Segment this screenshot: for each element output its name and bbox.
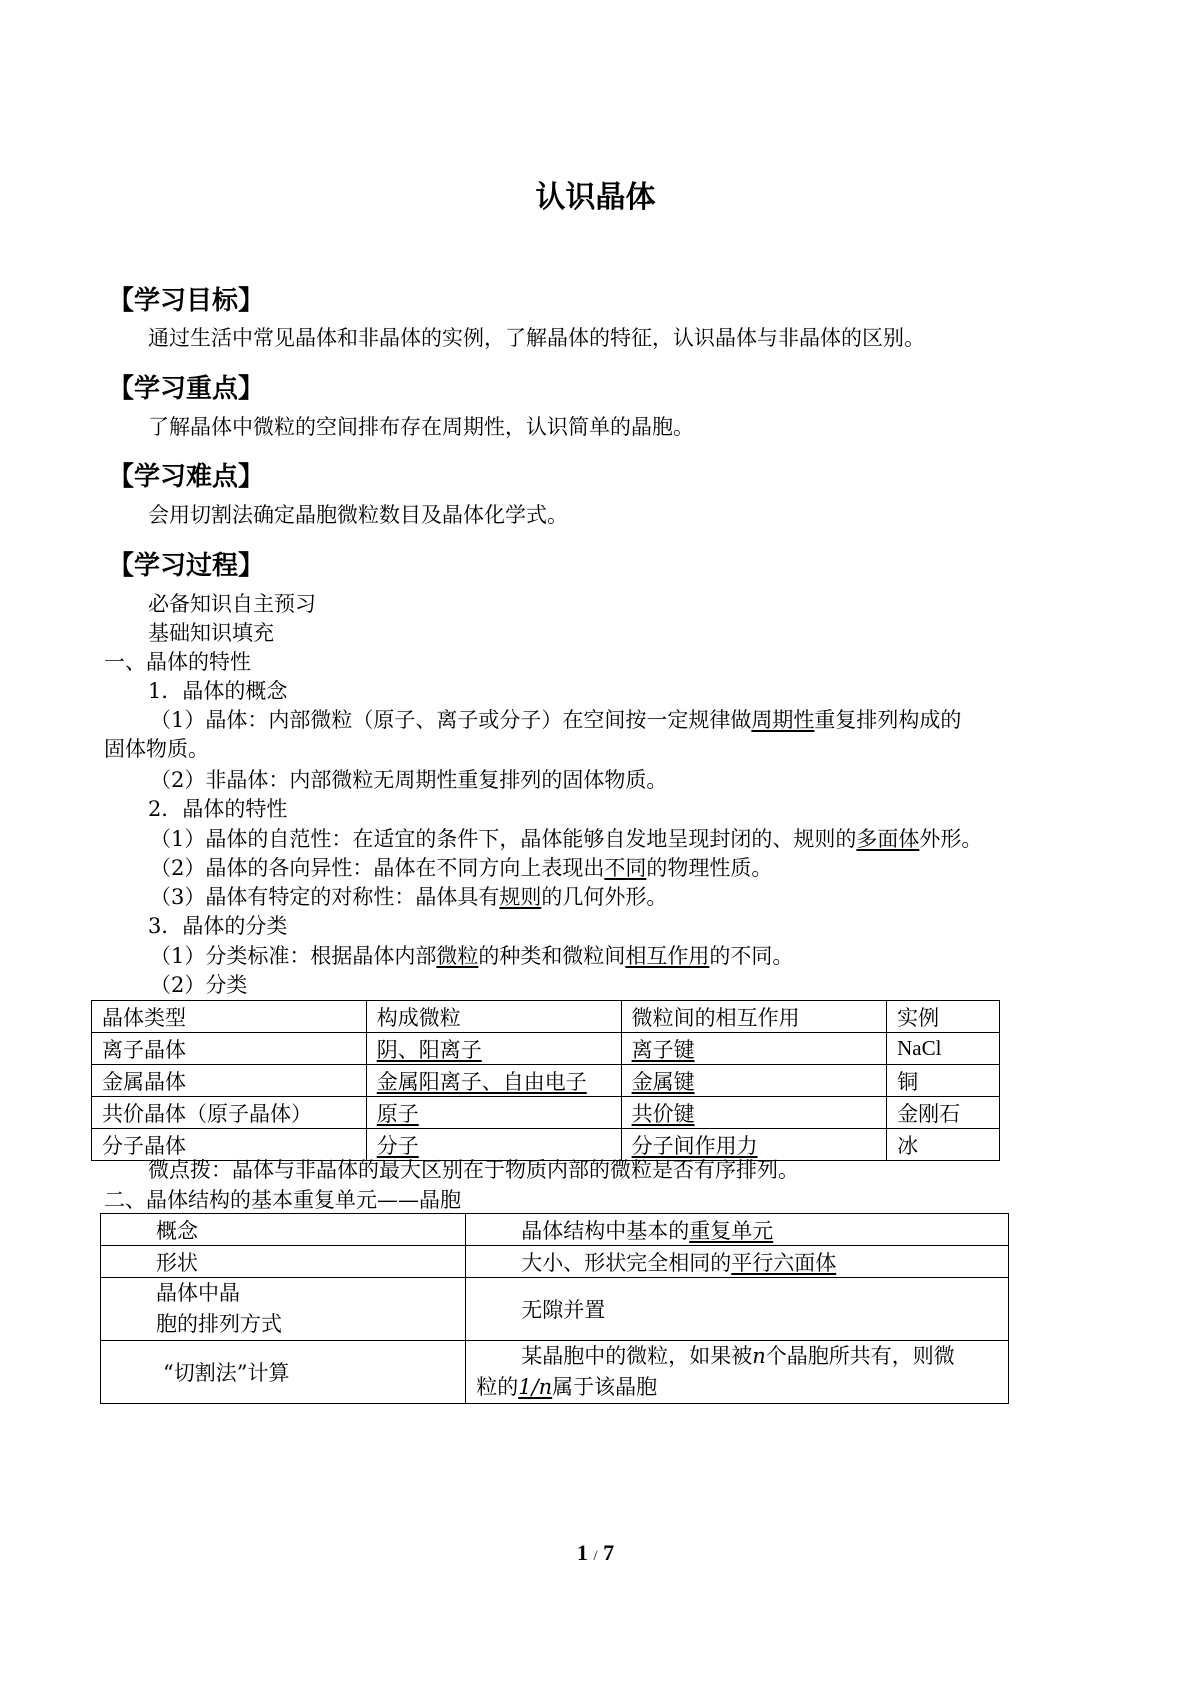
text: 胞的排列方式 <box>156 1312 282 1336</box>
paragraph <box>150 824 982 854</box>
fill-answer: 周期性 <box>751 708 815 732</box>
fill-answer: 金属键 <box>631 1069 695 1094</box>
section-title: 一、晶体的特性 <box>104 650 251 674</box>
table-cell: 冰 <box>887 1129 1000 1161</box>
table-header-cell: 晶体类型 <box>92 1001 367 1033</box>
heading-difficulty: 【学习难点】 <box>108 462 265 492</box>
table-header-cell: 构成微粒 <box>366 1001 621 1033</box>
paragraph: （2）非晶体：内部微粒无周期性重复排列的固体物质。 <box>150 768 668 792</box>
table-cell: 金属晶体 <box>92 1065 367 1097</box>
text <box>476 1372 998 1403</box>
fill-answer: 原子 <box>376 1101 419 1126</box>
paragraph: 1．晶体的概念 <box>148 679 288 703</box>
text: 晶体中晶 <box>156 1281 240 1305</box>
table-cell <box>621 1033 887 1065</box>
table-cell: 铜 <box>887 1065 1000 1097</box>
paragraph <box>150 941 793 971</box>
table-cell: 无隙并置 <box>466 1278 1009 1341</box>
paragraph <box>150 705 961 735</box>
fill-answer: 金属阳离子、自由电子 <box>376 1069 587 1094</box>
text: （1）晶体的自范性：在适宜的条件下，晶体能够自发地呈现封闭的、规则的 <box>150 827 857 851</box>
total-pages: 7 <box>603 1540 615 1565</box>
text: 属于该晶胞 <box>552 1375 658 1399</box>
text: （1）分类标准：根据晶体内部 <box>150 944 437 968</box>
table-cell <box>366 1097 621 1129</box>
table-row <box>92 1033 1000 1065</box>
paragraph: 基础知识填充 <box>148 621 274 645</box>
goal-text: 通过生活中常见晶体和非晶体的实例，了解晶体的特征，认识晶体与非晶体的区别。 <box>148 326 925 350</box>
text: 晶体结构中基本的 <box>521 1218 690 1243</box>
text: 粒的 <box>476 1375 519 1399</box>
section-title: 二、晶体结构的基本重复单元——晶胞 <box>104 1188 461 1212</box>
table-cell: NaCl <box>887 1033 1000 1065</box>
text: 的几何外形。 <box>541 885 668 909</box>
table-cell: 金刚石 <box>887 1097 1000 1129</box>
table-cell <box>366 1033 621 1065</box>
table-cell <box>621 1097 887 1129</box>
paragraph: （2）分类 <box>150 973 248 997</box>
crystal-classification-table <box>91 1000 1000 1161</box>
heading-focus: 【学习重点】 <box>108 374 265 404</box>
paragraph <box>150 882 667 912</box>
fill-answer: 相互作用 <box>625 944 710 968</box>
text: 重复排列构成的 <box>814 708 962 732</box>
table-row <box>101 1278 1009 1341</box>
table-cell: 共价晶体（原子晶体） <box>92 1097 367 1129</box>
fill-answer: 平行六面体 <box>731 1250 837 1275</box>
unit-cell-table <box>100 1213 1009 1404</box>
paragraph: 2．晶体的特性 <box>148 797 288 821</box>
text: 大小、形状完全相同的 <box>521 1250 732 1275</box>
text: 的种类和微粒间 <box>478 944 626 968</box>
fill-answer: 微粒 <box>436 944 479 968</box>
heading-goal: 【学习目标】 <box>108 286 265 316</box>
table-header-row <box>92 1001 1000 1033</box>
table-cell <box>466 1246 1009 1278</box>
fill-answer: 阴、阳离子 <box>376 1037 482 1062</box>
table-cell <box>366 1065 621 1097</box>
fill-answer: 规则 <box>499 885 542 909</box>
table-cell: 离子晶体 <box>92 1033 367 1065</box>
fill-answer: 1/n <box>518 1375 553 1399</box>
table-cell: “切割法”计算 <box>101 1341 466 1404</box>
table-row <box>92 1097 1000 1129</box>
table-cell <box>466 1214 1009 1246</box>
table-header-cell: 实例 <box>887 1001 1000 1033</box>
table-row <box>101 1246 1009 1278</box>
fill-answer: 重复单元 <box>689 1218 774 1243</box>
table-cell <box>466 1341 1009 1404</box>
text: （1）晶体：内部微粒（原子、离子或分子）在空间按一定规律做 <box>150 708 752 732</box>
fill-answer: 不同 <box>604 856 647 880</box>
fill-answer: 多面体 <box>856 827 920 851</box>
table-cell: 形状 <box>101 1246 466 1278</box>
text: 某晶胞中的微粒，如果被 <box>521 1344 753 1368</box>
heading-process: 【学习过程】 <box>108 551 265 581</box>
fill-answer: 分子间作用力 <box>631 1133 758 1158</box>
table-cell <box>621 1065 887 1097</box>
table-cell <box>101 1278 466 1341</box>
tip-note: 微点拨：晶体与非晶体的最大区别在于物质内部的微粒是否有序排列。 <box>148 1158 799 1182</box>
focus-text: 了解晶体中微粒的空间排布存在周期性，认识简单的晶胞。 <box>148 415 694 439</box>
paragraph: 必备知识自主预习 <box>148 592 316 616</box>
text: （3）晶体有特定的对称性：晶体具有 <box>150 885 500 909</box>
table-row <box>101 1341 1009 1404</box>
paragraph: 固体物质。 <box>104 737 209 761</box>
variable-n: n <box>752 1344 766 1368</box>
table-row <box>101 1214 1009 1246</box>
table-header-cell: 微粒间的相互作用 <box>621 1001 887 1033</box>
text: （2）晶体的各向异性：晶体在不同方向上表现出 <box>150 856 605 880</box>
paragraph <box>150 853 772 883</box>
current-page: 1 <box>576 1540 588 1565</box>
text: 个晶胞所共有，则微 <box>765 1344 955 1368</box>
text: 的不同。 <box>709 944 794 968</box>
difficulty-text: 会用切割法确定晶胞微粒数目及晶体化学式。 <box>148 503 568 527</box>
fill-answer: 离子键 <box>631 1037 695 1062</box>
table-cell: 分子晶体 <box>92 1129 367 1161</box>
fill-answer: 分子 <box>376 1133 419 1158</box>
fill-answer: 共价键 <box>631 1101 695 1126</box>
page-separator: / <box>593 1548 598 1564</box>
text <box>476 1341 998 1372</box>
table-cell: 概念 <box>101 1214 466 1246</box>
text: 的物理性质。 <box>646 856 773 880</box>
table-row <box>92 1065 1000 1097</box>
text: 外形。 <box>919 827 983 851</box>
page-title: 认识晶体 <box>535 180 656 215</box>
paragraph: 3．晶体的分类 <box>148 914 288 938</box>
page-number <box>0 1540 1191 1566</box>
